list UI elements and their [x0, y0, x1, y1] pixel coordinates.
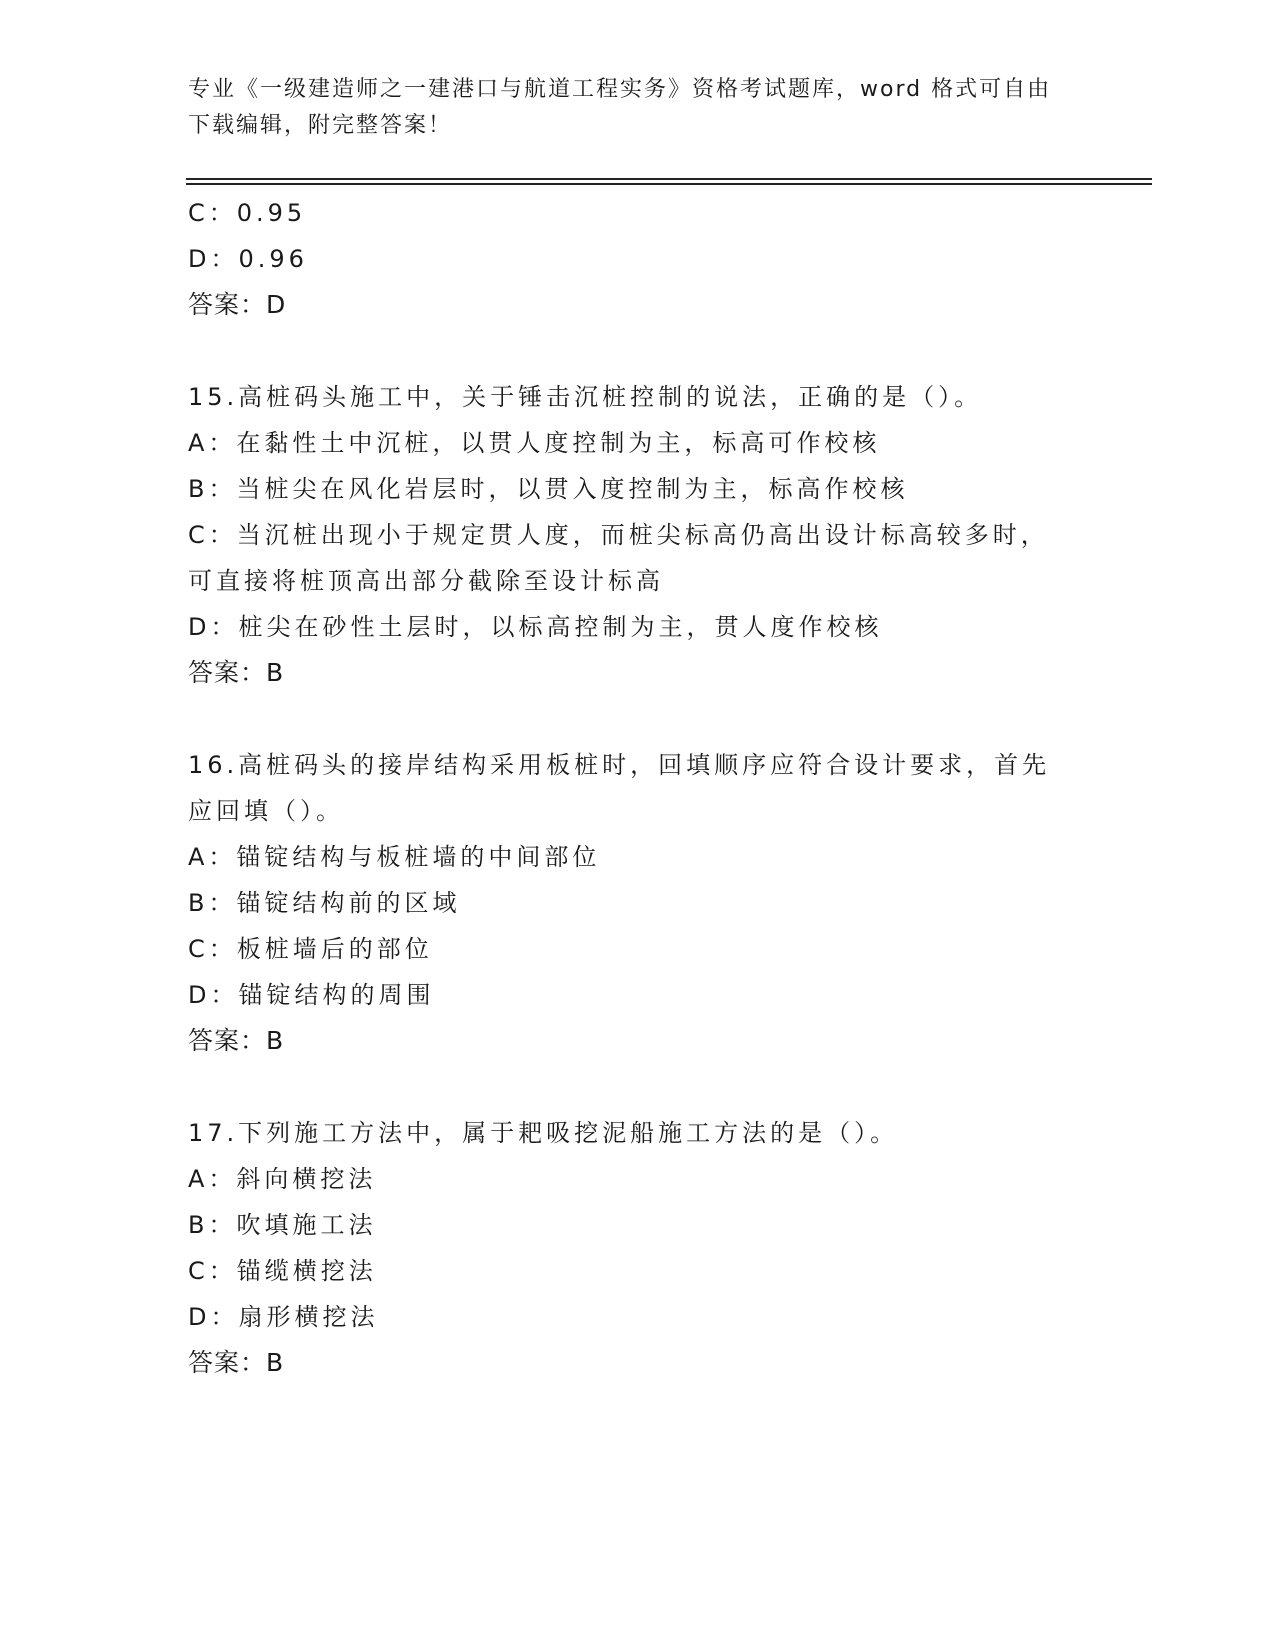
- header-divider-bottom: [186, 183, 1152, 185]
- option-a: A：锚锭结构与板桩墙的中间部位: [188, 843, 601, 871]
- question-stem-continued: 应回填（）。: [188, 797, 344, 825]
- question-stem: 16.高桩码头的接岸结构采用板桩时，回填顺序应符合设计要求，首先: [188, 751, 1051, 779]
- question-stem: 15.高桩码头施工中，关于锤击沉桩控制的说法，正确的是（）。: [188, 383, 983, 411]
- spacer: [188, 1064, 1088, 1110]
- option-d: D：扇形横挖法: [188, 1303, 379, 1331]
- question-list: [188, 190, 1088, 1386]
- question-16: [188, 742, 1088, 1064]
- page-header: [188, 72, 1068, 144]
- option-c: C：当沉桩出现小于规定贯人度，而桩尖标高仍高出设计标高较多时，: [188, 521, 1049, 549]
- spacer: [188, 328, 1088, 374]
- option-c: C：锚缆横挖法: [188, 1257, 377, 1285]
- answer-line: 答案：D: [188, 290, 287, 319]
- answer-line: 答案：B: [188, 658, 285, 687]
- option-b: B：锚锭结构前的区域: [188, 889, 461, 917]
- option-b: B：当桩尖在风化岩层时，以贯入度控制为主，标高作校核: [188, 475, 909, 503]
- option-b: B：吹填施工法: [188, 1211, 377, 1239]
- option-a: A：在黏性土中沉桩，以贯人度控制为主，标高可作校核: [188, 429, 881, 457]
- question-stem: 17.下列施工方法中，属于耙吸挖泥船施工方法的是（）。: [188, 1119, 899, 1147]
- header-line-2: 下载编辑，附完整答案！: [188, 113, 453, 138]
- spacer: [188, 696, 1088, 742]
- option-c: C：板桩墙后的部位: [188, 935, 433, 963]
- header-divider-top: [186, 178, 1152, 180]
- answer-line: 答案：B: [188, 1026, 285, 1055]
- option-d: D：0.96: [188, 245, 308, 273]
- question-17: [188, 1110, 1088, 1386]
- option-d: D：锚锭结构的周围: [188, 981, 435, 1009]
- option-c: C：0.95: [188, 199, 307, 227]
- question-15: [188, 374, 1088, 696]
- header-line-1: 专业《一级建造师之一建港口与航道工程实务》资格考试题库，word 格式可自由: [188, 77, 1052, 102]
- option-c-continued: 可直接将桩顶高出部分截除至设计标高: [188, 567, 664, 595]
- answer-line: 答案：B: [188, 1348, 285, 1377]
- option-a: A：斜向横挖法: [188, 1165, 377, 1193]
- previous-question-tail: [188, 190, 1088, 328]
- option-d: D：桩尖在砂性土层时，以标高控制为主，贯人度作校核: [188, 613, 883, 641]
